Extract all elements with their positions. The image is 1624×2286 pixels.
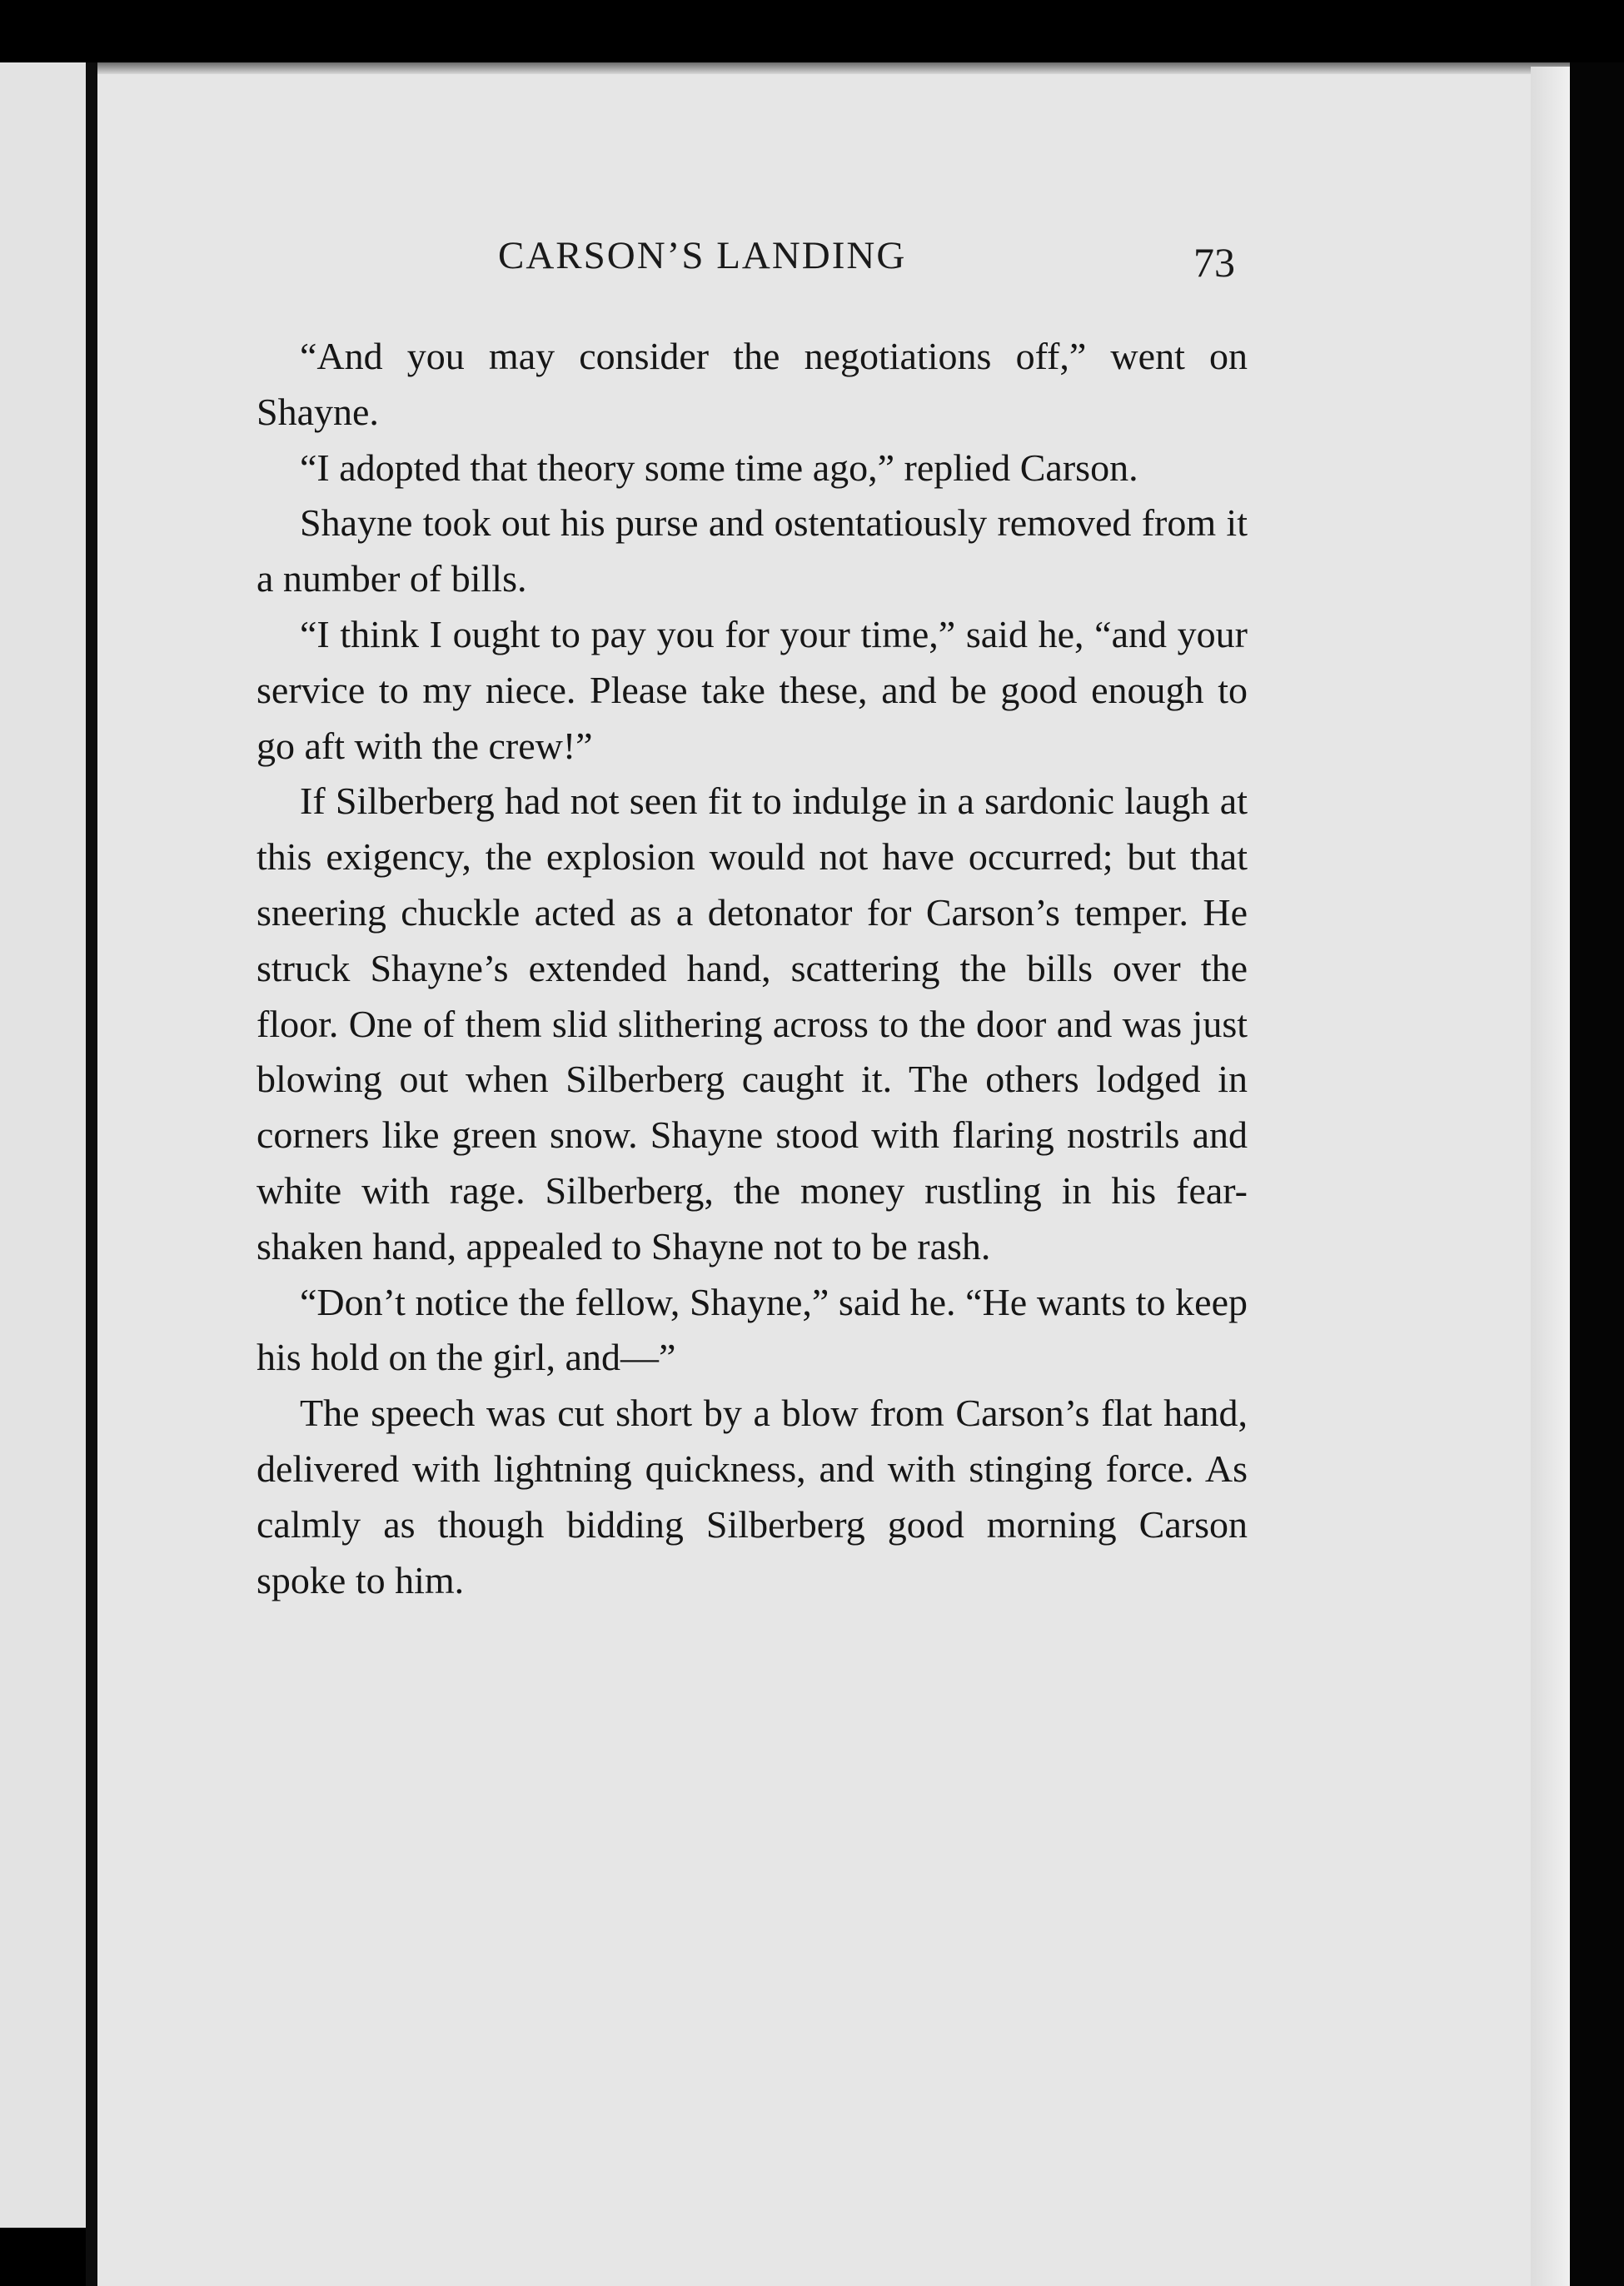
page-fore-edge [1531, 67, 1570, 2286]
page-number: 73 [1193, 239, 1235, 286]
paragraph: Shayne took out his purse and ostentatiously removed from it a number of bills. [257, 501, 1248, 600]
paragraph: The speech was cut short by a blow from Carson’s flat hand, delivered with lightning quickness, and with stinging force. As calmly as though bidding Silberberg good morning Carson spoke to him. [257, 1392, 1248, 1601]
page-top-shadow [97, 62, 1570, 74]
page-header [0, 233, 1624, 291]
right-border [1570, 62, 1624, 2286]
left-margin [0, 62, 86, 2228]
paragraph: “I think I ought to pay you for your time,” said he, “and your service to my niece. Please take these, and be good enough to go aft with the crew!” [257, 612, 1248, 767]
paragraph: “Don’t notice the fellow, Shayne,” said he. “He wants to keep his hold on the girl, and—” [257, 1280, 1248, 1379]
paragraph: If Silberberg had not seen fit to indulge in a sardonic laugh at this exigency, the explosion would not have occurred; but that sneering chuckle acted as a detonator for Carson’s temper. He struck Shayne’s extended hand, scattering the bills over the floor. One of them slid slithering across to the door and was just blowing out when Silberberg caught it. The others lodged in corners like green snow. Shayne stood with flaring nostrils and white with rage. Silberberg, the money rustling in his fear-shaken hand, appealed to Shayne not to be rash. [257, 779, 1248, 1268]
book-gutter [86, 62, 97, 2286]
running-title: CARSON’S LANDING [498, 234, 907, 277]
paragraph: “And you may consider the negotiations off,” went on Shayne. [257, 335, 1248, 433]
body-text [257, 329, 1248, 1608]
paragraph: “I adopted that theory some time ago,” replied Carson. [300, 446, 1138, 489]
